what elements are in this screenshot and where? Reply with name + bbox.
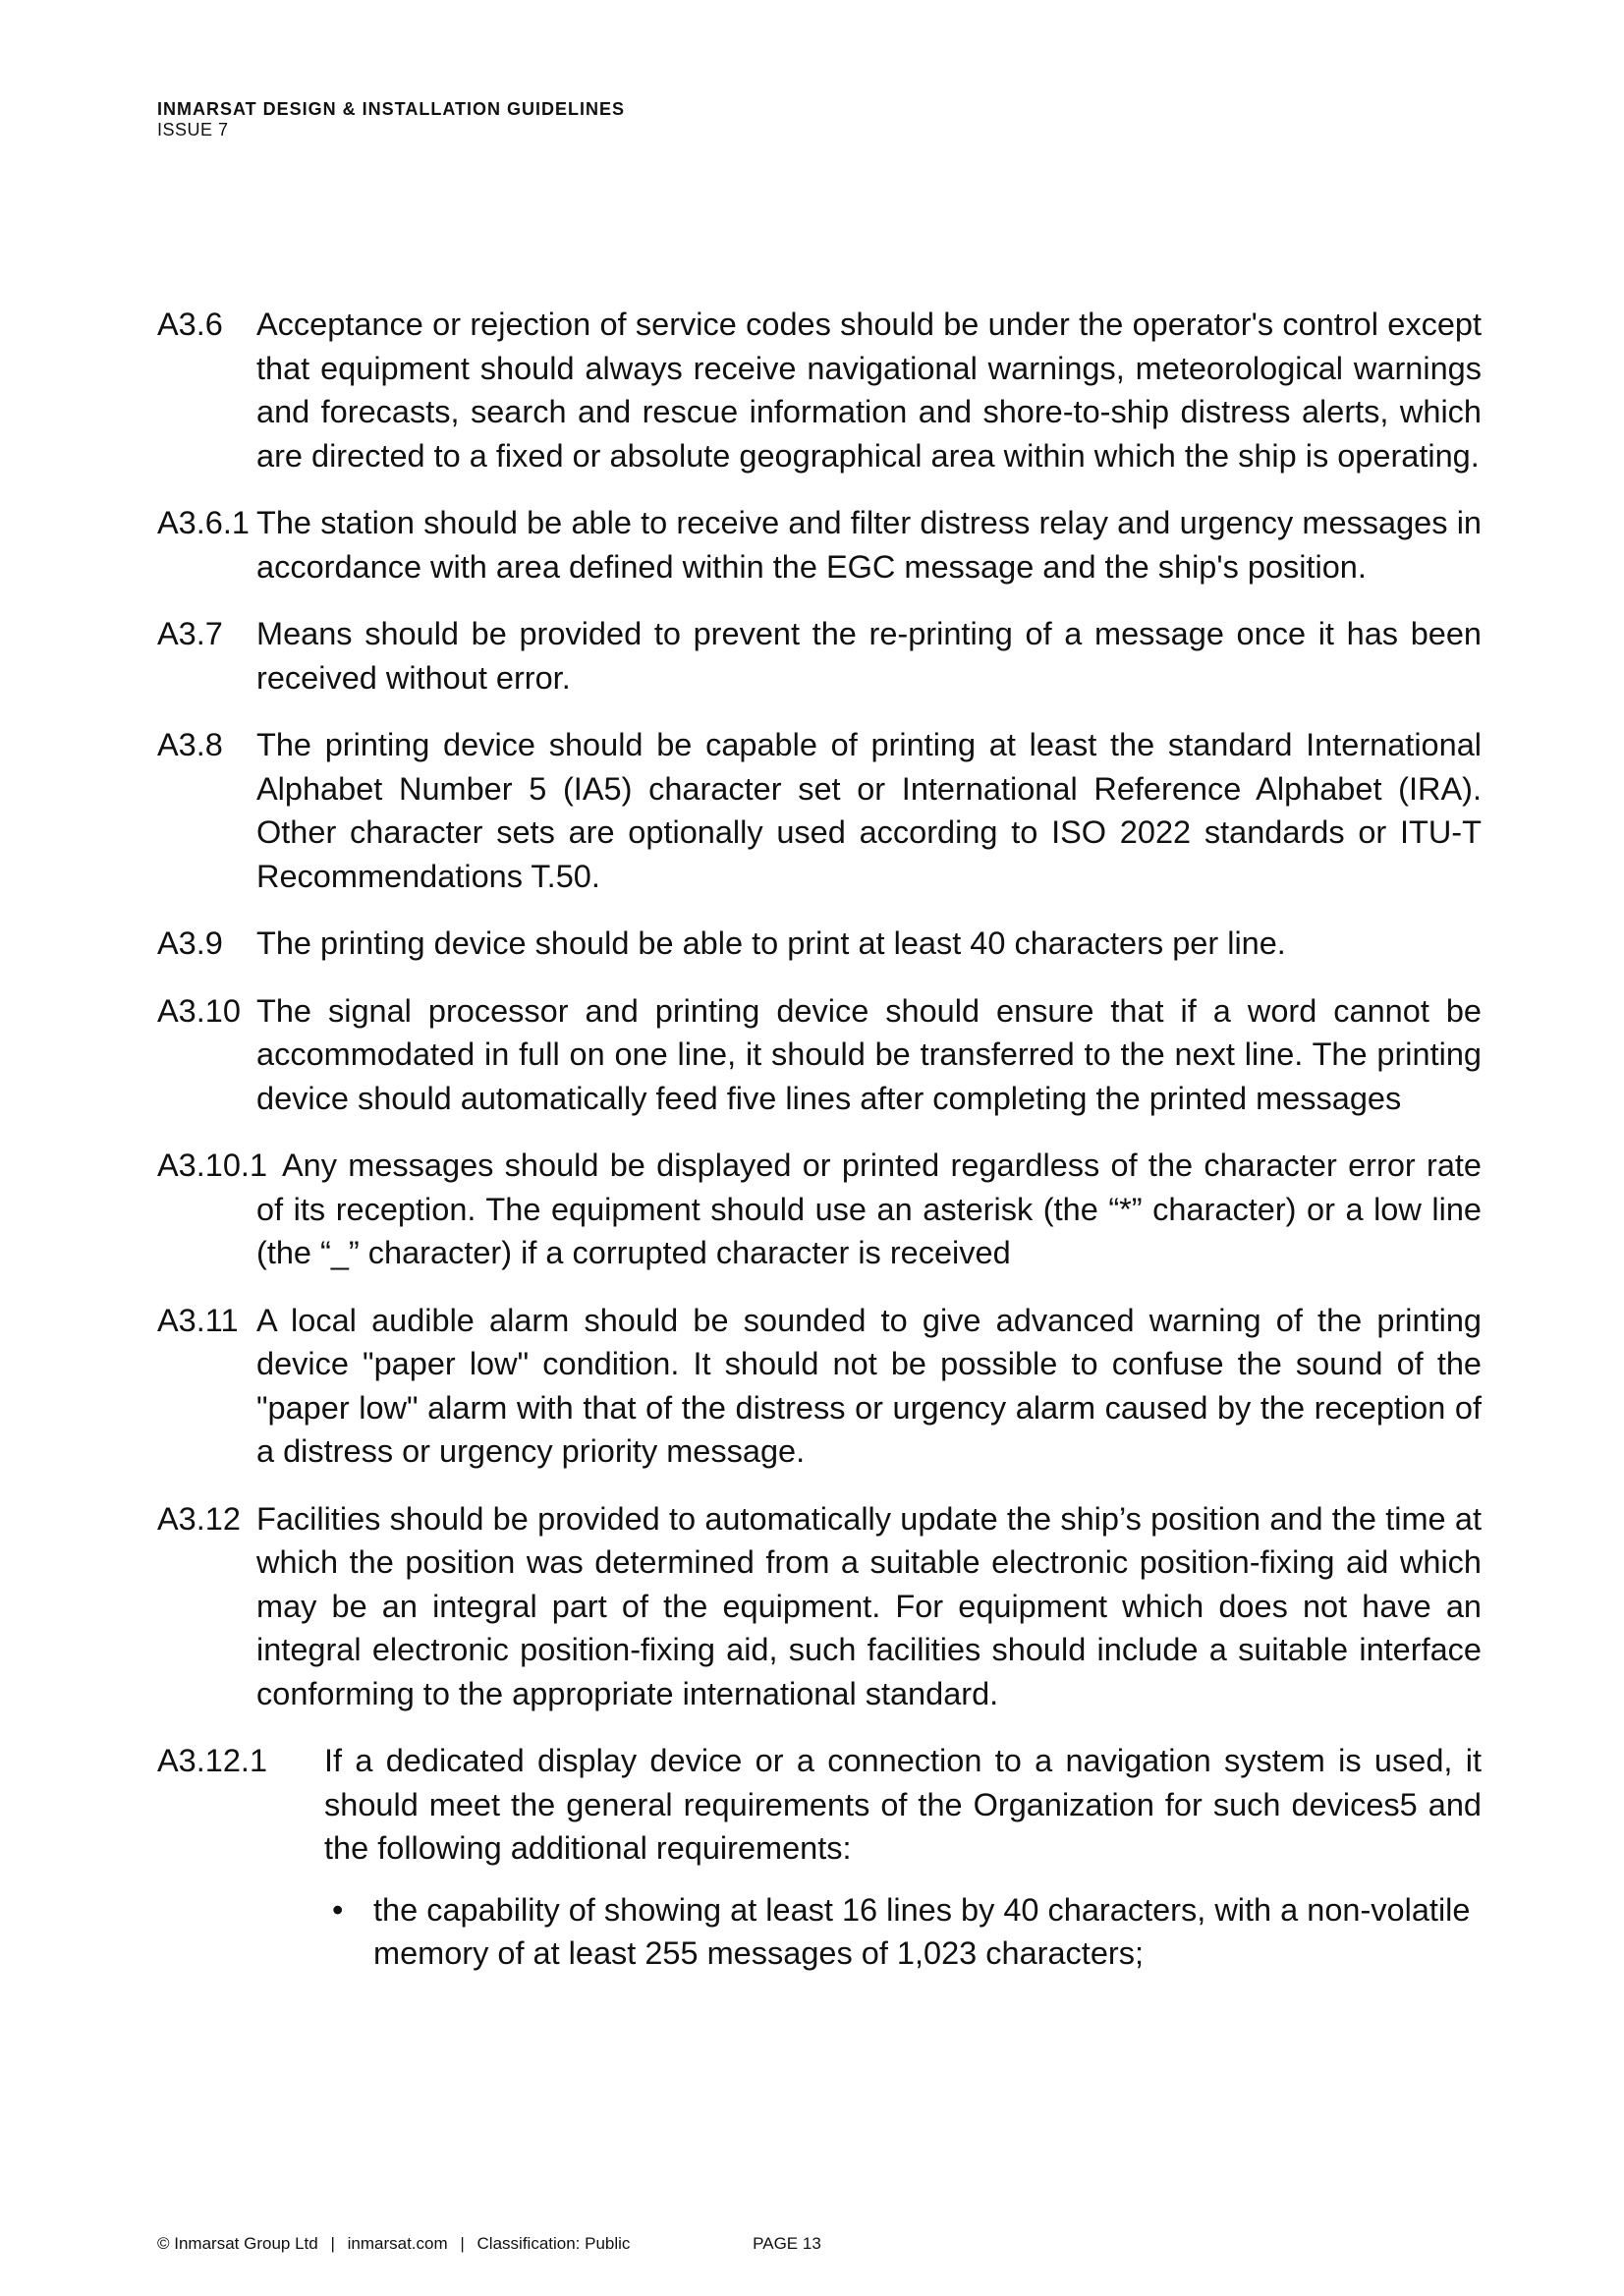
clause-text: The station should be able to receive and filter distress relay and urgency messages in accordance with area defined within the EGC message and the ship's position. <box>256 505 1482 585</box>
clause-a3-10-1 <box>157 1144 1482 1275</box>
clause-number: A3.10 <box>157 992 241 1029</box>
clause-text: The signal processor and printing device should ensure that if a word cannot be accommodated in full on one line, it should be transferred to the next line. The printing device should automatically feed five lines after completing the printed messages <box>256 992 1482 1116</box>
list-item <box>324 1888 1482 1976</box>
clause-number: A3.9 <box>157 925 223 961</box>
clause-a3-12-1 <box>157 1739 1482 1976</box>
clause-number: A3.11 <box>157 1302 239 1338</box>
clause-text: If a dedicated display device or a connection to a navigation system is used, it should meet the general requirements of the Organization for such devices5 and the following additional requirements: <box>324 1743 1482 1866</box>
clause-text: A local audible alarm should be sounded to give advanced warning of the printing device "paper low" condition. It should not be possible to confuse the sound of the "paper low" alarm with that of the distress or urgency alarm caused by the reception of a distress or urgency priority message. <box>256 1302 1482 1469</box>
clause-text: The printing device should be capable of printing at least the standard International Alphabet Number 5 (IA5) character set or International Reference Alphabet (IRA). Other character sets are optionally used according to ISO 2022 standards or ITU-T Recommendations T.50. <box>256 727 1482 894</box>
clause-a3-8 <box>157 723 1482 898</box>
clause-number: A3.6 <box>157 307 223 342</box>
clause-number: A3.12.1 <box>157 1743 268 1778</box>
requirements-list <box>324 1888 1482 1976</box>
clause-text: Facilities should be provided to automatically update the ship’s position and the time at which the position was determined from a suitable electronic position-fixing aid which may be an integral part of the equipment. For equipment which does not have an integral electronic position-fixing aid, such facilities should include a suitable interface conforming to the appropriate international standard. <box>256 1500 1482 1711</box>
footer-separator: | <box>330 2234 335 2253</box>
clause-number: A3.12 <box>157 1500 241 1537</box>
website-link[interactable]: inmarsat.com <box>347 2234 448 2253</box>
clause-a3-6 <box>157 303 1482 477</box>
clause-text: The printing device should be able to print at least 40 characters per line. <box>256 925 1286 961</box>
list-item-text: the capability of showing at least 16 lines by 40 characters, with a non-volatile memory of at least 255 messages of 1,023 characters; <box>373 1891 1471 1971</box>
document-issue: ISSUE 7 <box>157 120 229 140</box>
clause-a3-9 <box>157 922 1482 966</box>
clause-text: Means should be provided to prevent the re-printing of a message once it has been received without error. <box>256 616 1482 696</box>
clause-number: A3.8 <box>157 727 223 762</box>
document-title: INMARSAT DESIGN & INSTALLATION GUIDELINES <box>157 99 625 119</box>
clause-a3-11 <box>157 1299 1482 1474</box>
footer-separator: | <box>460 2234 465 2253</box>
bullet-icon: • <box>332 1891 344 1928</box>
document-body <box>157 303 1482 1999</box>
clause-a3-7 <box>157 612 1482 700</box>
clause-text: Acceptance or rejection of service codes should be under the operator's control except that equipment should always receive navigational warnings, meteorological warnings and forecasts, search and rescue information and shore-to-ship distress alerts, which are directed to a fixed or absolute geographical area within which the ship is operating. <box>256 307 1482 474</box>
clause-text: Any messages should be displayed or printed regardless of the character error rate of its reception. The equipment should use an asterisk (the “*” character) or a low line (the “_” character) if a corrupted character is received <box>256 1148 1482 1270</box>
page-header <box>157 98 625 140</box>
copyright-text: © Inmarsat Group Ltd <box>157 2234 318 2253</box>
clause-a3-6-1 <box>157 501 1482 588</box>
clause-a3-12 <box>157 1497 1482 1716</box>
clause-number: A3.7 <box>157 616 223 651</box>
classification-text: Classification: Public <box>476 2234 631 2253</box>
page-number: PAGE 13 <box>753 2234 821 2253</box>
clause-number: A3.10.1 <box>157 1148 268 1183</box>
clause-a3-10 <box>157 989 1482 1121</box>
page-footer <box>157 2234 821 2254</box>
clause-number: A3.6.1 <box>157 505 250 540</box>
